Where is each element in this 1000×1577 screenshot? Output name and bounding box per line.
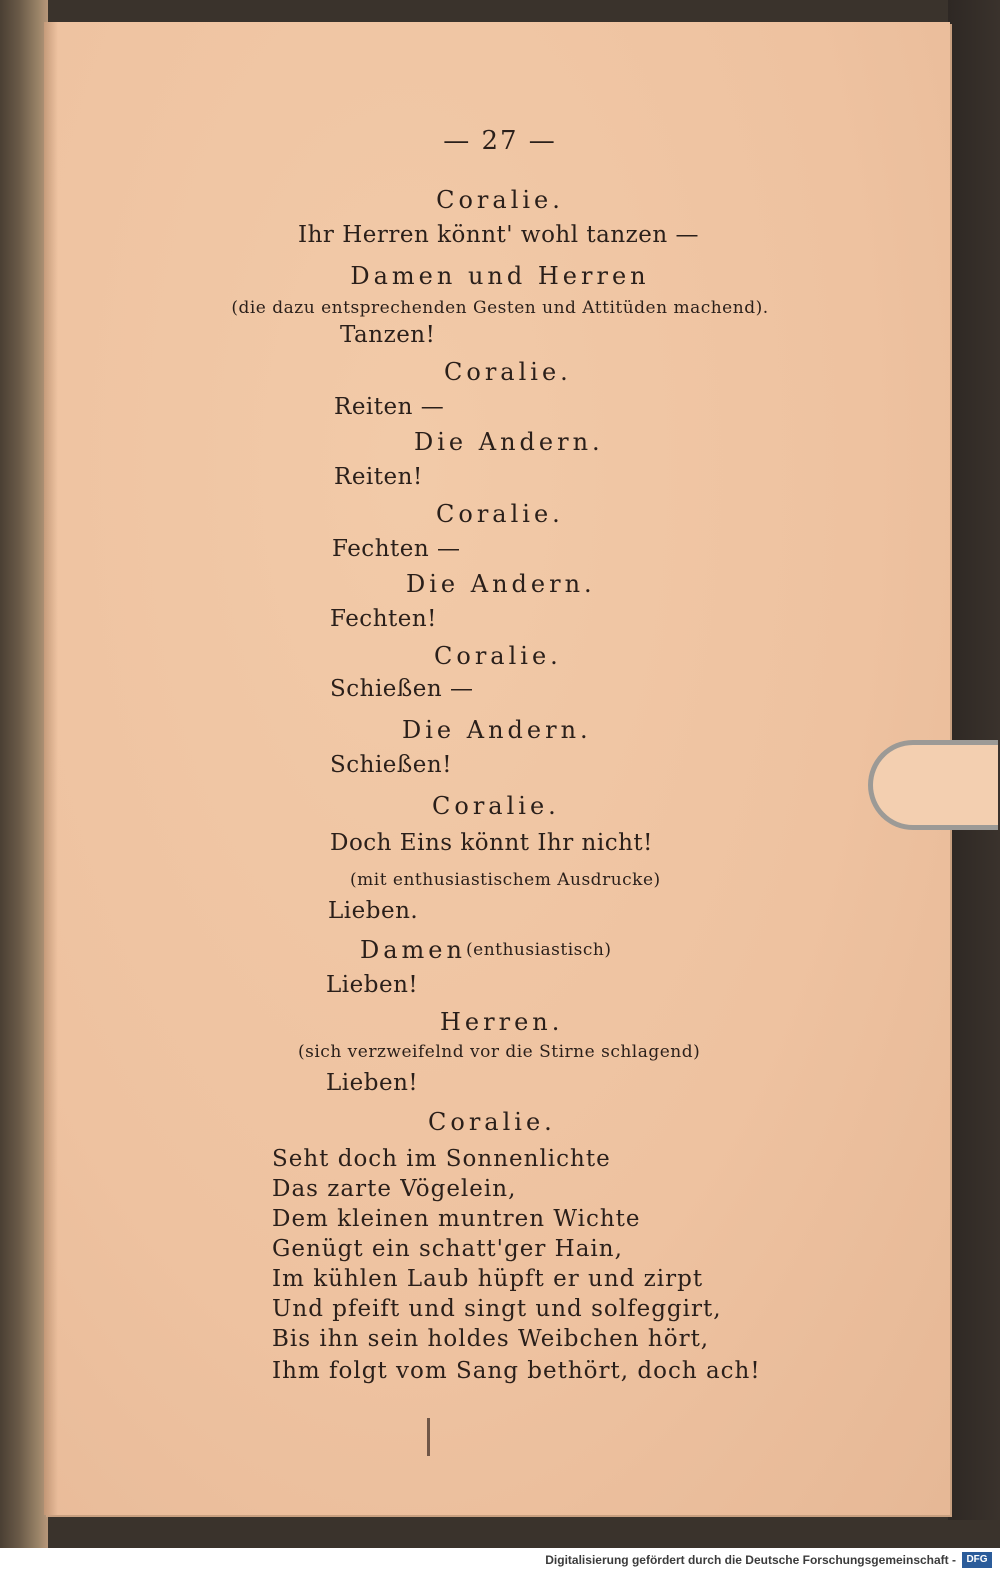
speaker-name: Coralie. [432,792,560,820]
dialogue-line: Lieben! [326,972,419,998]
verse-line: Und pfeift und singt und solfeggirt, [272,1296,722,1322]
page-number: — 27 — [443,126,557,156]
dfg-logo: DFG [962,1552,992,1568]
page-clip [868,740,998,830]
page-gutter-shadow [44,22,58,1515]
stage-direction: (die dazu entsprechenden Gesten und Attitüden machend). [231,298,769,318]
verse-line: Im kühlen Laub hüpft er und zirpt [272,1266,704,1292]
speaker-name: Die Andern. [414,428,604,456]
pencil-mark [427,1418,430,1456]
book-binding [0,0,48,1577]
speaker-name: Coralie. [436,186,564,214]
verse-line: Genügt ein schatt'ger Hain, [272,1236,623,1262]
verse-line: Bis ihn sein holdes Weibchen hört, [272,1326,710,1352]
speaker-name: Coralie. [444,358,572,386]
speaker-name: Herren. [440,1008,564,1036]
speaker-name: Coralie. [428,1108,556,1136]
funding-notice: Digitalisierung gefördert durch die Deutsche Forschungsgemeinschaft - [545,1553,956,1567]
verse-line: Das zarte Vögelein, [272,1176,517,1202]
dialogue-line: Reiten — [334,394,445,420]
dialogue-line: Tanzen! [340,322,436,348]
dialogue-line: Fechten — [332,536,461,562]
speaker-name: Die Andern. [406,570,596,598]
verse-line: Seht doch im Sonnenlichte [272,1146,611,1172]
stage-direction: (mit enthusiastischem Ausdrucke) [350,870,661,890]
dialogue-line: Schießen! [330,752,452,778]
dialogue-line: Ihr Herren könnt' wohl tanzen — [298,222,700,248]
speaker-name: Coralie. [436,500,564,528]
stage-direction: (sich verzweifelnd vor die Stirne schlagend) [298,1042,701,1062]
speaker-name: Coralie. [434,642,562,670]
dialogue-line: Schießen — [330,676,474,702]
dialogue-line: Lieben. [328,898,419,924]
speaker-name: Damen und Herren [350,262,650,290]
verse-line: Dem kleinen muntren Wichte [272,1206,641,1232]
verse-line: Ihm folgt vom Sang bethört, doch ach! [272,1358,761,1384]
stage-direction: (enthusiastisch) [466,940,612,960]
speaker-name: Damen [360,936,466,964]
dialogue-line: Doch Eins könnt Ihr nicht! [330,830,653,856]
dialogue-line: Fechten! [330,606,437,632]
dialogue-line: Reiten! [334,464,423,490]
dialogue-line: Lieben! [326,1070,419,1096]
speaker-name: Die Andern. [402,716,592,744]
